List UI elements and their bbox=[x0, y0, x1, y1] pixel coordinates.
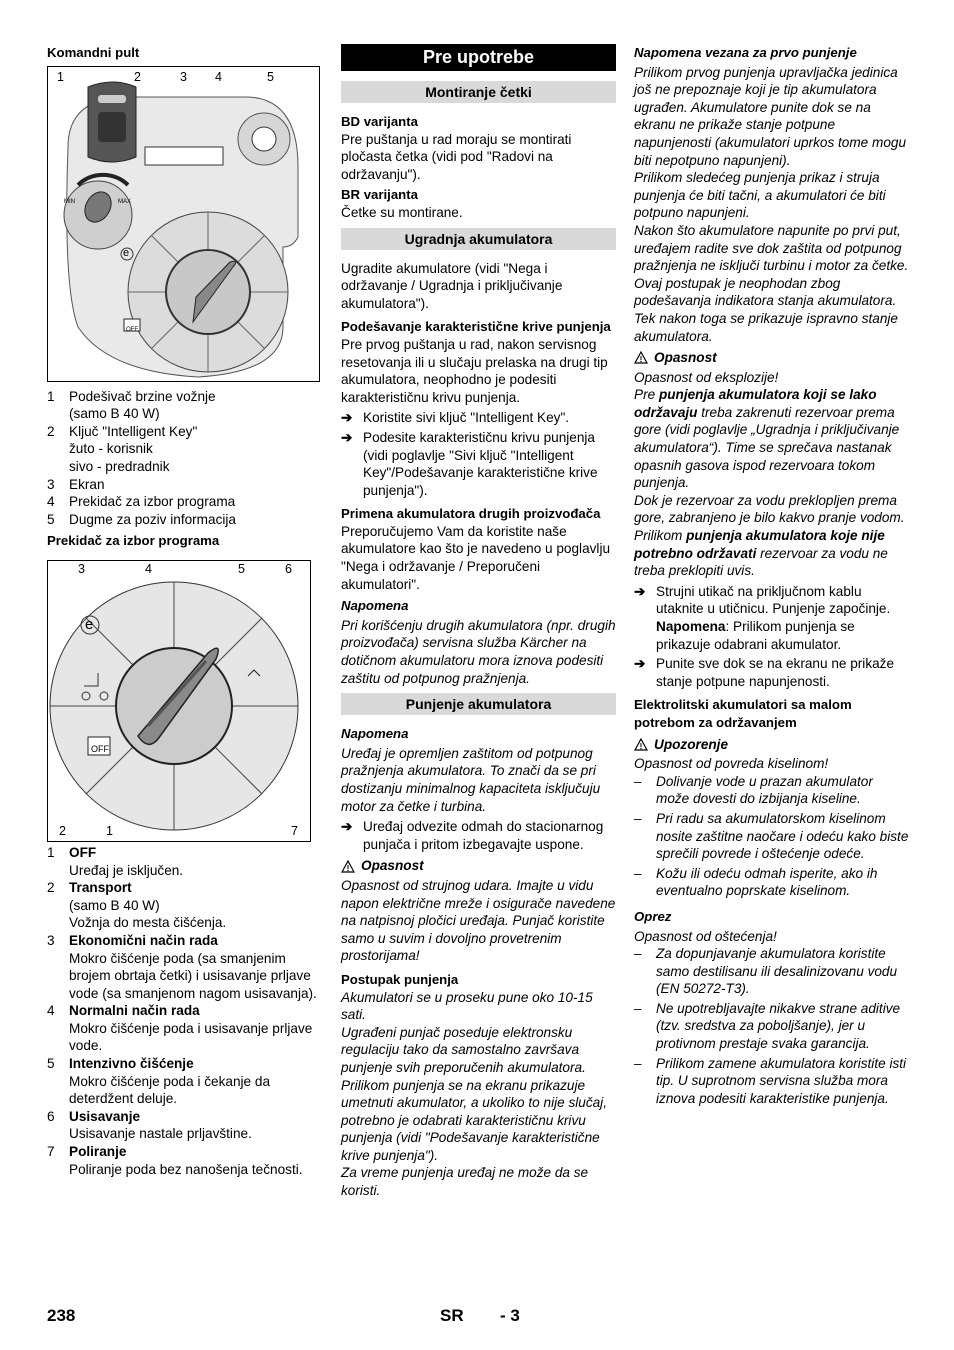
danger-text: Pre punjenja akumulatora koji se lako održavaju treba zakrenuti rezervoar prema gore (vidi poglavlje „Ugradnja i priključivanje akumulatora“). Time se sprečava nastanak opasnih gasova ispod rezervoara tokom punjenja. bbox=[634, 387, 900, 491]
fig2-label-off: OFF bbox=[91, 743, 109, 754]
list-item: 5 Dugme za poziv informacija bbox=[47, 511, 236, 527]
danger-heading: Opasnost bbox=[634, 349, 909, 367]
fig1-callout-4: 4 bbox=[215, 69, 222, 84]
heading-program-switch: Prekidač za izbor programa bbox=[47, 533, 220, 549]
subsection-battery-charging: Punjenje akumulatora bbox=[341, 693, 616, 715]
list-item: 1 Podešivač brzine vožnje (samo B 40 W) bbox=[47, 388, 216, 422]
list-item: 5 Intenzivno čišćenje Mokro čišćenje poda i čekanje da deterdžent deluje. bbox=[47, 1056, 270, 1107]
language-code: SR bbox=[440, 1306, 464, 1325]
warning-heading: Upozorenje bbox=[634, 736, 909, 754]
column-right bbox=[634, 44, 909, 1109]
danger-text: Opasnost od eksplozije! bbox=[634, 369, 779, 385]
danger-heading: Opasnost bbox=[341, 857, 616, 875]
fig2-callout-6: 6 bbox=[285, 561, 292, 576]
list-item: 3 Ekonomični način rada Mokro čišćenje poda (sa smanjenim brojem obrtaja četki) i usisavanje prljave vode (sa smanjenom nagom usisavanja). bbox=[47, 932, 317, 1001]
column-middle bbox=[341, 44, 616, 1203]
control-panel-drawing bbox=[48, 67, 319, 381]
caution-heading: Oprez bbox=[634, 908, 672, 924]
fig2-callout-2: 2 bbox=[59, 823, 66, 838]
paragraph: Pre prvog puštanja u rad, nakon servisnog resetovanja ili u slučaju prelaska na drugi tip akumulatora, neophodno je podesiti karakterističnu krivu punjenja. bbox=[341, 336, 608, 405]
arrow-icon: ➔ bbox=[634, 656, 646, 672]
list-item: 3 Ekran bbox=[47, 476, 105, 492]
heading-br-variant: BR varijanta bbox=[341, 187, 418, 203]
fig1-callout-1: 1 bbox=[57, 69, 64, 84]
paragraph: Ugrađeni punjač poseduje elektronsku regulaciju tako da samostalno završava punjenje svih preporučenih akumulatora. Prilikom punjenja se na ekranu prikazuje umetnuti akumulator, a ukoliko to nije slučaj, potrebno je odabrati karakterističnu krivu punjenja (vidi "Podešavanje karakteristične krive punjenja"). bbox=[341, 1024, 607, 1163]
fig2-callout-4: 4 bbox=[145, 561, 152, 576]
page-number: 238 bbox=[47, 1306, 76, 1325]
fig1-label-off: OFF bbox=[126, 326, 138, 333]
warning-triangle-icon bbox=[634, 351, 648, 364]
note-text: Pri korišćenju drugih akumulatora (npr. drugih proizvođača) servisna služba Kärcher na dotičnom akumulatoru mora iznova podesiti zaštitu od potpunog pražnjenja. bbox=[341, 617, 616, 686]
subsection-brush-mounting: Montiranje četki bbox=[341, 81, 616, 103]
program-switch-legend bbox=[47, 844, 322, 1178]
fig1-callout-5: 5 bbox=[267, 69, 274, 84]
paragraph: Akumulatori se u proseku pune oko 10-15 sati. bbox=[341, 989, 593, 1023]
heading-control-panel: Komandni pult bbox=[47, 45, 140, 60]
instruction-step: ➔ Koristite sivi ključ "Intelligent Key". bbox=[341, 410, 570, 426]
fig2-callout-1: 1 bbox=[106, 823, 113, 838]
note-heading: Napomena bbox=[341, 598, 409, 614]
section-number: - 3 bbox=[500, 1306, 520, 1325]
instruction-step: ➔ Podesite karakterističnu krivu punjenja (vidi poglavlje "Sivi ključ "Intelligent Key"/Podešavanje karakteristične krive punjenja"). bbox=[341, 429, 598, 498]
section-title: Pre upotrebe bbox=[341, 44, 616, 71]
fig1-callout-2: 2 bbox=[134, 69, 141, 84]
list-item: – Dolivanje vode u prazan akumulator može dovesti do izbijanja kiseline. bbox=[634, 773, 873, 807]
arrow-icon: ➔ bbox=[341, 410, 353, 426]
fig1-callout-3: 3 bbox=[180, 69, 187, 84]
instruction-step: ➔ Uređaj odvezite odmah do stacionarnog punjača i pritom izbegavajte uspone. bbox=[341, 819, 604, 852]
fig2-callout-5: 5 bbox=[238, 561, 245, 576]
danger-text: Prilikom punjenja akumulatora koje nije potrebno održavati rezervoar za vodu ne treba preklopiti uvis. bbox=[634, 528, 888, 579]
paragraph: Prilikom sledećeg punjenja prikaz i struja punjenja će biti tačni, a akumulatori će biti potpuno napunjeni. bbox=[634, 170, 886, 221]
fig1-label-max: MAX bbox=[118, 198, 132, 205]
control-panel-legend bbox=[47, 388, 322, 529]
list-item: 4 Prekidač za izbor programa bbox=[47, 494, 236, 510]
list-item: 2 Transport (samo B 40 W) Vožnja do mesta čišćenja. bbox=[47, 880, 227, 931]
danger-text: Dok je rezervoar za vodu preklopljen prema gore, zabranjeno je bilo kakvo pranje vodom. bbox=[634, 492, 905, 526]
arrow-icon: ➔ bbox=[341, 819, 353, 835]
warning-triangle-icon bbox=[634, 738, 648, 751]
heading-charging-procedure: Postupak punjenja bbox=[341, 971, 459, 987]
list-item: 2 Ključ "Intelligent Key" žuto - korisnik sivo - predradnik bbox=[47, 423, 198, 474]
warning-triangle-icon bbox=[341, 860, 355, 873]
caution-text: Opasnost od oštećenja! bbox=[634, 928, 777, 944]
paragraph: Preporučujemo Vam da koristite naše akumulatore kao što je navedeno u poglavlju "Nega i održavanje / Preporučeni akumulatori". bbox=[341, 523, 611, 592]
fig2-label-e: e bbox=[85, 615, 94, 633]
program-switch-figure bbox=[47, 560, 311, 842]
note-first-charge-heading: Napomena vezana za prvo punjenje bbox=[634, 45, 857, 60]
paragraph: Pre puštanja u rad moraju se montirati pločasta četka (vidi pod "Radovi na održavanju"). bbox=[341, 131, 572, 182]
column-left bbox=[47, 44, 322, 1178]
paragraph: Nakon što akumulatore napunite po prvi put, uređajem radite sve dok zaštita od potpunog pražnjenja ne isključi turbinu i motor za četke. Ovaj postupak je neophodan zbog podešavanja indikatora stanja akumulatora. Tek nakon toga se prikazuje ispravno stanje akumulatora. bbox=[634, 222, 909, 344]
subsection-battery-installation: Ugradnja akumulatora bbox=[341, 228, 616, 250]
fig2-callout-3: 3 bbox=[78, 561, 85, 576]
paragraph: Četke su montirane. bbox=[341, 204, 463, 220]
note-text: Uređaj je opremljen zaštitom od potpunog pražnjenja akumulatora. To znači da se pri dostizanju minimalnog kapaciteta isključuju motor za četke i turbina. bbox=[341, 745, 601, 814]
paragraph: Ugradite akumulatore (vidi "Nega i održavanje / Ugradnja i priključivanje akumulatora"). bbox=[341, 260, 563, 311]
list-item: – Kožu ili odeću odmah isperite, ako ih eventualno poprskate kiselinom. bbox=[634, 865, 878, 899]
heading-charging-curve: Podešavanje karakteristične krive punjenja bbox=[341, 319, 611, 335]
arrow-icon: ➔ bbox=[634, 583, 646, 599]
note-heading: Napomena bbox=[341, 726, 409, 742]
fig1-label-min: MIN bbox=[64, 198, 75, 205]
heading-bd-variant: BD varijanta bbox=[341, 114, 418, 129]
list-item: – Za dopunjavanje akumulatora koristite samo destilisanu ili desalinizovanu vodu (EN 50272-T3). bbox=[634, 946, 898, 997]
list-item: 7 Poliranje Poliranje poda bez nanošenja tečnosti. bbox=[47, 1144, 303, 1177]
warning-text: Opasnost od povreda kiselinom! bbox=[634, 756, 829, 772]
paragraph: Za vreme punjenja uređaj ne može da se koristi. bbox=[341, 1165, 589, 1199]
paragraph: Prilikom prvog punjenja upravljačka jedinica još ne prepoznaje koji je tip akumulatora ugrađen. Akumulatore punite dok se na ekranu ne prikaže stanje potpune napunjenosti (akumulatori uprkos tome mogu biti nepotpuno napunjeni). bbox=[634, 64, 907, 168]
arrow-icon: ➔ bbox=[341, 429, 353, 445]
list-item: 1 OFF Uređaj je isključen. bbox=[47, 844, 184, 878]
list-item: – Ne upotrebljavajte nikakve strane aditive (tzv. sredstva za poboljšanje), jer u protivnom prestaje svaka garancija. bbox=[634, 1000, 901, 1052]
list-item: 6 Usisavanje Usisavanje nastale prljavštine. bbox=[47, 1108, 252, 1142]
danger-text: Opasnost od strujnog udara. Imajte u vidu napon električne mreže i osigurače navedene na natpisnoj pločici uređaja. Punjač koristite samo u suvim i dovoljno provetrenim prostorijama! bbox=[341, 877, 616, 964]
instruction-step: ➔ Punite sve dok se na ekranu ne prikaže stanje potpune napunjenosti. bbox=[634, 656, 895, 689]
heading-electrolyte-batteries: Elektrolitski akumulatori sa malom potrebom za održavanjem bbox=[634, 697, 852, 730]
fig2-callout-7: 7 bbox=[291, 823, 298, 838]
list-item: – Pri radu sa akumulatorskom kiselinom nosite zaštitne naočare i odeću kako biste sprečili povrede i oštećenje odeće. bbox=[634, 810, 909, 862]
list-item: – Prilikom zamene akumulatora koristite isti tip. U suprotnom servisna služba mora iznova podesiti karakteristike punjenja. bbox=[634, 1055, 907, 1106]
fig1-label-e: e bbox=[123, 246, 130, 259]
list-item: 4 Normalni način rada Mokro čišćenje poda i usisavanje prljave vode. bbox=[47, 1003, 313, 1054]
program-switch-drawing bbox=[48, 561, 310, 841]
control-panel-figure bbox=[47, 66, 320, 382]
instruction-step: ➔ Strujni utikač na priključnom kablu utaknite u utičnicu. Punjenje započinje. Napomena: Prilikom punjenja se prikazuje odabrani akumulator. bbox=[634, 583, 891, 652]
heading-other-batteries: Primena akumulatora drugih proizvođača bbox=[341, 506, 601, 522]
